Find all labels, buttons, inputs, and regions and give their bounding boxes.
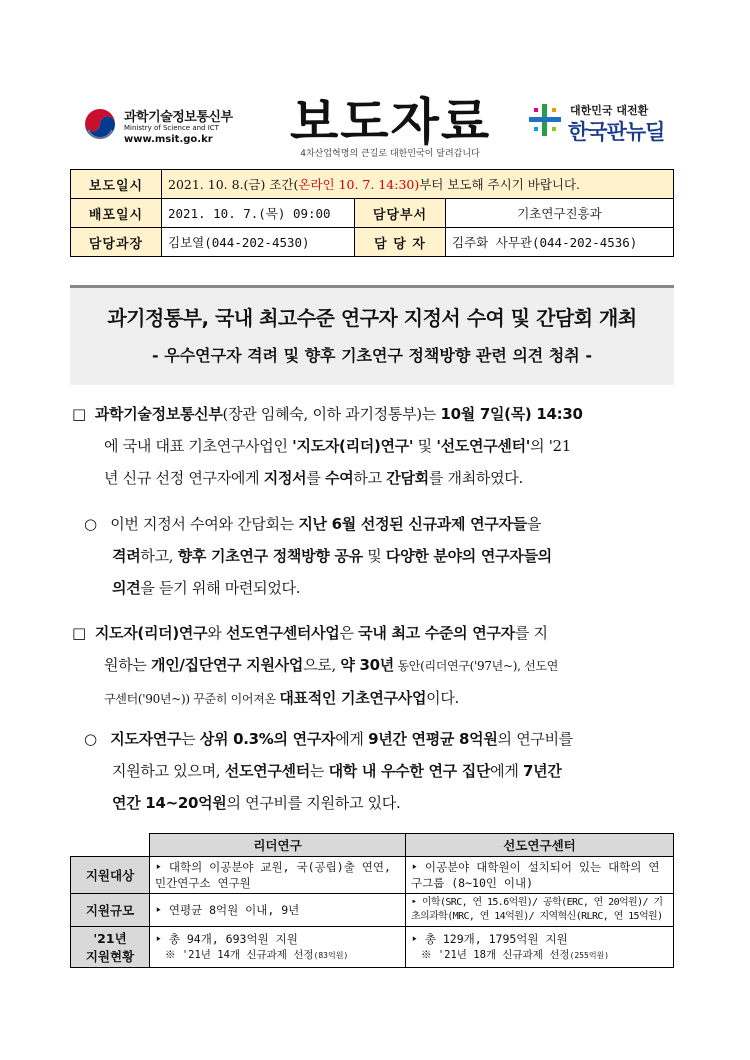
text-segment: 년 신규 선정 연구자에게: [104, 469, 264, 487]
row-label-scale: 지원규모: [71, 894, 150, 927]
center-status-total: ‣ 총 129개, 1795억원 지원: [411, 931, 568, 946]
text-segment: 선도연구센터: [224, 762, 310, 780]
leader-target-cell: ‣ 대학의 이공분야 교원, 국(공립)출 연연, 민간연구소 연구원: [150, 857, 406, 894]
korean-new-deal-logo: [528, 100, 698, 150]
row-label-year: '21년: [93, 931, 127, 946]
headline-box: [70, 285, 674, 385]
release-date: 2021. 10. 8.(금) 조간(: [168, 177, 299, 192]
text-segment: 간담회: [386, 469, 429, 487]
text-segment: 지원하고 있으며,: [112, 762, 225, 780]
headline-title: 과기정통부, 국내 최고수준 연구자 지정서 수여 및 간담회 개최: [107, 306, 637, 330]
square-bullet-icon: □: [72, 405, 86, 423]
release-online-time: 온라인 10. 7. 14:30): [298, 177, 420, 192]
page-slogan: 4차산업혁명의 큰길로 대한민국이 달려갑니다: [300, 149, 480, 159]
text-segment: 으로,: [303, 656, 341, 674]
leader-status-note: [155, 947, 400, 964]
table-row: [71, 894, 674, 927]
release-label: 보도일시: [71, 170, 162, 199]
text-segment: 지정서: [263, 469, 307, 487]
circle-bullet-icon: ○: [84, 515, 97, 533]
text-segment: 대학 내 우수한 연구 집단: [328, 762, 491, 780]
leader-scale-cell: ‣ 연평균 8억원 이내, 9년: [150, 894, 406, 927]
paragraph-1: [72, 398, 583, 494]
text-segment: 9년간 연평균 8억원: [368, 730, 498, 748]
text-segment: 상위 0.3%의 연구자: [199, 730, 336, 748]
contact-row: [71, 228, 674, 257]
text-segment: 은: [339, 624, 359, 642]
text-segment: 의 '21: [530, 437, 572, 455]
contact-person-value: 김주화 사무관(044-202-4536): [446, 228, 674, 257]
distribution-row: [71, 199, 674, 228]
ministry-logo: [82, 104, 312, 150]
center-scale-cell: ‣ 이학(SRC, 연 15.6억원)/ 공학(ERC, 연 20억원)/ 기초의과학(MRC, 연 14억원)/ 지역혁신(RLRC, 연 15억원): [406, 894, 674, 927]
text-segment: 원하는: [104, 656, 152, 674]
new-deal-mark-icon: [528, 102, 562, 138]
text-segment: 에게: [490, 762, 524, 780]
release-value: [162, 170, 674, 199]
text-segment: 구센터('90년~)) 꾸준히 이어져온: [104, 692, 280, 706]
new-deal-slogan: 대한민국 대전환: [570, 104, 649, 117]
text-segment: 이번 지정서 수여와 간담회는: [110, 515, 299, 533]
text-segment: 를 지: [514, 624, 548, 642]
text-segment: 을 듣기 위해 마련되었다.: [140, 579, 301, 597]
text-segment: (장관 임혜숙, 이하 과기정통부)는: [222, 405, 441, 423]
ministry-name-korean: 과학기술정보통신부: [124, 110, 233, 125]
circle-bullet-icon: ○: [84, 730, 97, 748]
release-note: 부터 보도해 주시기 바랍니다.: [419, 177, 581, 192]
release-row: [71, 170, 674, 199]
text-segment: 과학기술정보통신부: [94, 405, 223, 423]
text-segment: 에 국내 대표 기초연구사업인: [104, 437, 293, 455]
text-segment: 및: [362, 547, 386, 565]
taegeuk-emblem-icon: [82, 106, 118, 142]
center-status-cell: [406, 927, 674, 968]
department-value: 기초연구진흥과: [446, 199, 674, 228]
text-segment: 격려: [112, 547, 141, 565]
text-segment: 에게: [335, 730, 369, 748]
row-label-status-text: 지원현황: [85, 949, 135, 964]
text-segment: 7년간: [523, 762, 562, 780]
text-segment: (83억원): [313, 950, 349, 960]
text-segment: 지도자연구: [110, 730, 182, 748]
text-segment: ※ '21년 18개 신규과제 선정: [421, 948, 570, 961]
row-label-target: 지원대상: [71, 857, 150, 894]
text-segment: 10월 7일(목) 14:30: [440, 405, 583, 423]
center-target-cell: ‣ 이공분야 대학원이 설치되어 있는 대학의 연구그룹 (8~10인 이내): [406, 857, 674, 894]
leader-status-cell: [150, 927, 406, 968]
text-segment: (255억원): [569, 950, 610, 960]
text-segment: 를 개최하였다.: [428, 469, 523, 487]
table-header-row: [71, 834, 674, 857]
row-label-status: [71, 927, 150, 968]
text-segment: 이다.: [426, 689, 460, 707]
table-row: [71, 927, 674, 968]
text-segment: 하고: [353, 469, 387, 487]
text-segment: 의견: [112, 579, 141, 597]
section-head-label: 담당과장: [71, 228, 162, 257]
text-segment: 개인/집단연구 지원사업: [151, 656, 304, 674]
section-head-value: 김보열(044-202-4530): [162, 228, 355, 257]
center-status-note: [411, 947, 668, 964]
text-segment: 및: [413, 437, 437, 455]
table-corner: [71, 834, 150, 857]
press-info-table: [70, 169, 674, 257]
text-segment: 다양한 분야의 연구자들의: [385, 547, 552, 565]
text-segment: 수여: [325, 469, 354, 487]
text-segment: 약 30년: [340, 656, 394, 674]
text-segment: 을: [526, 515, 542, 533]
column-header-center: 선도연구센터: [406, 834, 674, 857]
distribution-label: 배포일시: [71, 199, 162, 228]
paragraph-4: [84, 723, 573, 819]
department-label: 담당부서: [355, 199, 446, 228]
ministry-url[interactable]: www.msit.go.kr: [124, 134, 213, 145]
square-bullet-icon: □: [72, 624, 86, 642]
text-segment: 하고,: [140, 547, 178, 565]
ministry-name-english: Ministry of Science and ICT: [124, 124, 219, 132]
text-segment: 지난 6월 선정된 신규과제 연구자들: [298, 515, 527, 533]
text-segment: 연간 14~20억원: [112, 794, 227, 812]
text-segment: '지도자(리더)연구': [292, 437, 414, 455]
text-segment: 향후 기초연구 정책방향 공유: [177, 547, 363, 565]
page-title: 보도자료: [290, 93, 492, 151]
distribution-value: 2021. 10. 7.(목) 09:00: [162, 199, 355, 228]
text-segment: ※ '21년 14개 신규과제 선정: [165, 948, 314, 961]
text-segment: 를: [306, 469, 326, 487]
text-segment: 는: [309, 762, 329, 780]
text-segment: 는: [181, 730, 200, 748]
table-row: [71, 857, 674, 894]
paragraph-3: [72, 617, 558, 715]
text-segment: '선도연구센터': [436, 437, 531, 455]
text-segment: 의 연구비를: [497, 730, 573, 748]
leader-status-total: ‣ 총 94개, 693억원 지원: [155, 931, 298, 946]
program-comparison-table: [70, 833, 674, 968]
text-segment: 동안(리더연구('97년~), 선도연: [393, 659, 559, 673]
text-segment: 선도연구센터사업: [225, 624, 340, 642]
headline-subtitle: - 우수연구자 격려 및 향후 기초연구 정책방향 관련 의견 청취 -: [152, 346, 592, 365]
text-segment: 의 연구비를 지원하고 있다.: [226, 794, 401, 812]
text-segment: 국내 최고 수준의 연구자: [358, 624, 515, 642]
new-deal-name: 한국판뉴딜: [568, 120, 665, 144]
column-header-leader: 리더연구: [150, 834, 406, 857]
text-segment: 지도자(리더)연구: [94, 624, 208, 642]
paragraph-2: [84, 508, 552, 604]
text-segment: 와: [207, 624, 226, 642]
text-segment: 대표적인 기초연구사업: [279, 689, 427, 707]
contact-person-label: 담 당 자: [355, 228, 446, 257]
